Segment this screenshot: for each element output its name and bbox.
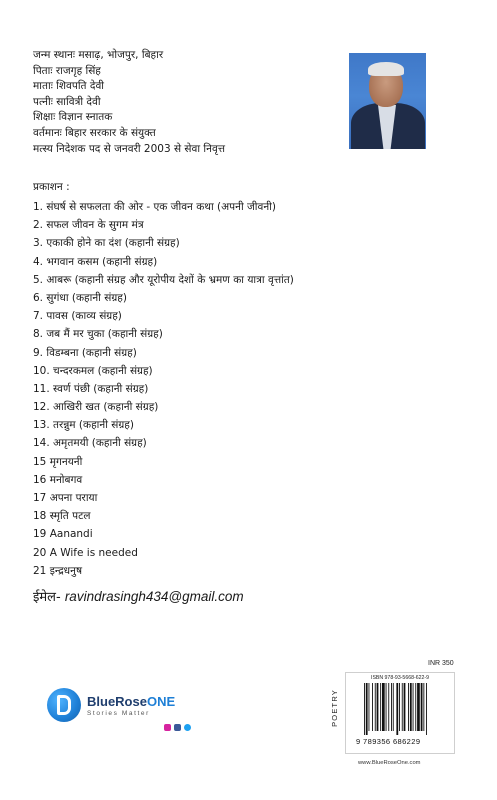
barcode-bar [426, 683, 427, 735]
bio-mother: माताः शिवपति देवी [33, 80, 104, 93]
publication-item: 7. पावस (काव्य संग्रह) [33, 310, 122, 323]
barcode-bar [377, 683, 379, 731]
barcode-bar [413, 683, 414, 731]
publication-item: 13. तरन्नुम (कहानी संग्रह) [33, 419, 134, 432]
bio-birthplace: जन्म स्थानः मसाढ़, भोजपुर, बिहार [33, 49, 164, 61]
facebook-icon [174, 724, 181, 731]
publications-list [33, 180, 294, 580]
barcode-bar [388, 683, 389, 731]
bio-education: शिक्षाः विज्ञान स्नातक [33, 111, 113, 124]
barcode-bar [396, 683, 398, 735]
bio-wife: पत्नीः सावित्री देवी [33, 95, 101, 108]
publication-item: 18 स्मृति पटल [33, 510, 91, 523]
barcode-bar [364, 683, 365, 735]
publication-item: 8. जब मैं मर चुका (कहानी संग्रह) [33, 328, 163, 341]
barcode-bar [386, 683, 387, 731]
publication-item: 10. चन्दरकमल (कहानी संग्रह) [33, 364, 153, 377]
publisher-tagline: Stories Matter [87, 710, 150, 717]
barcode-bar [417, 683, 420, 731]
publisher-name: BlueRoseONE [87, 694, 176, 709]
publication-item: 12. आखिरी खत (कहानी संग्रह) [33, 401, 159, 414]
publication-item: 5. आबरू (कहानी संग्रह और यूरोपीय देशों के भ्रमण का यात्रा वृत्तांत) [33, 273, 294, 286]
barcode-bar [415, 683, 416, 731]
publication-item: 20 A Wife is needed [33, 546, 138, 559]
publication-item: 19 Aanandi [33, 528, 93, 541]
barcode-bar [375, 683, 376, 731]
publications-heading: प्रकाशन : [33, 181, 70, 193]
author-bio [33, 48, 333, 157]
barcode-bar [421, 683, 423, 731]
email-address[interactable]: ravindrasingh434@gmail.com [64, 589, 244, 604]
instagram-icon [164, 724, 171, 731]
barcode-bar [380, 683, 381, 731]
barcode-bar [410, 683, 412, 731]
publication-item: 21 इन्द्रधनुष [33, 564, 83, 577]
bluerose-logo-icon [47, 688, 81, 722]
barcode-bar [393, 683, 394, 731]
author-email [33, 587, 244, 605]
publication-item: 4. भगवान कसम (कहानी संग्रह) [33, 255, 158, 268]
author-photo [349, 53, 426, 149]
barcode-bar [372, 683, 373, 731]
price-label: INR 350 [428, 660, 454, 667]
twitter-icon [184, 724, 191, 731]
barcode-bar [391, 683, 392, 731]
barcode-bar [399, 683, 400, 731]
publication-item: 1. संघर्ष से सफलता की ओर - एक जीवन कथा (अपनी जीवनी) [33, 201, 276, 213]
publication-item: 6. सुगंधा (कहानी संग्रह) [33, 291, 127, 304]
publication-item: 11. स्वर्ण पंछी (कहानी संग्रह) [33, 382, 149, 395]
bio-current-position: वर्तमानः बिहार सरकार के संयुक्त [33, 126, 156, 139]
barcode-bar [366, 683, 368, 735]
barcode-bar [402, 683, 403, 731]
bio-father: पिताः राजगृह सिंह [33, 64, 101, 77]
barcode [364, 683, 450, 735]
barcode-bar [369, 683, 370, 731]
publication-item: 9. विडम्बना (कहानी संग्रह) [33, 346, 137, 359]
isbn-text: ISBN 978-93-5668-622-9 [371, 675, 429, 681]
social-icons [164, 724, 191, 731]
publisher-website: www.BlueRoseOne.com [358, 760, 421, 766]
barcode-number: 9 789356 686229 [356, 737, 421, 746]
publication-item: 2. सफल जीवन के सुगम मंत्र [33, 219, 144, 232]
publication-item: 14. अमृतमयी (कहानी संग्रह) [33, 437, 147, 450]
publication-item: 16 मनोबगव [33, 473, 83, 486]
barcode-bar [404, 683, 406, 731]
publication-item: 17 अपना पराया [33, 492, 98, 504]
email-label: ईमेल- [33, 590, 61, 605]
barcode-bar [408, 683, 409, 731]
bio-retirement: मत्स्य निदेशक पद से जनवरी 2003 से सेवा निवृत्त [33, 142, 226, 155]
barcode-bar [423, 683, 424, 731]
barcode-bar [382, 683, 385, 731]
publication-item: 15 मृगनयनी [33, 455, 83, 468]
genre-label: POETRY [330, 689, 339, 727]
publication-item: 3. एकाकी होने का दंश (कहानी संग्रह) [33, 237, 180, 250]
